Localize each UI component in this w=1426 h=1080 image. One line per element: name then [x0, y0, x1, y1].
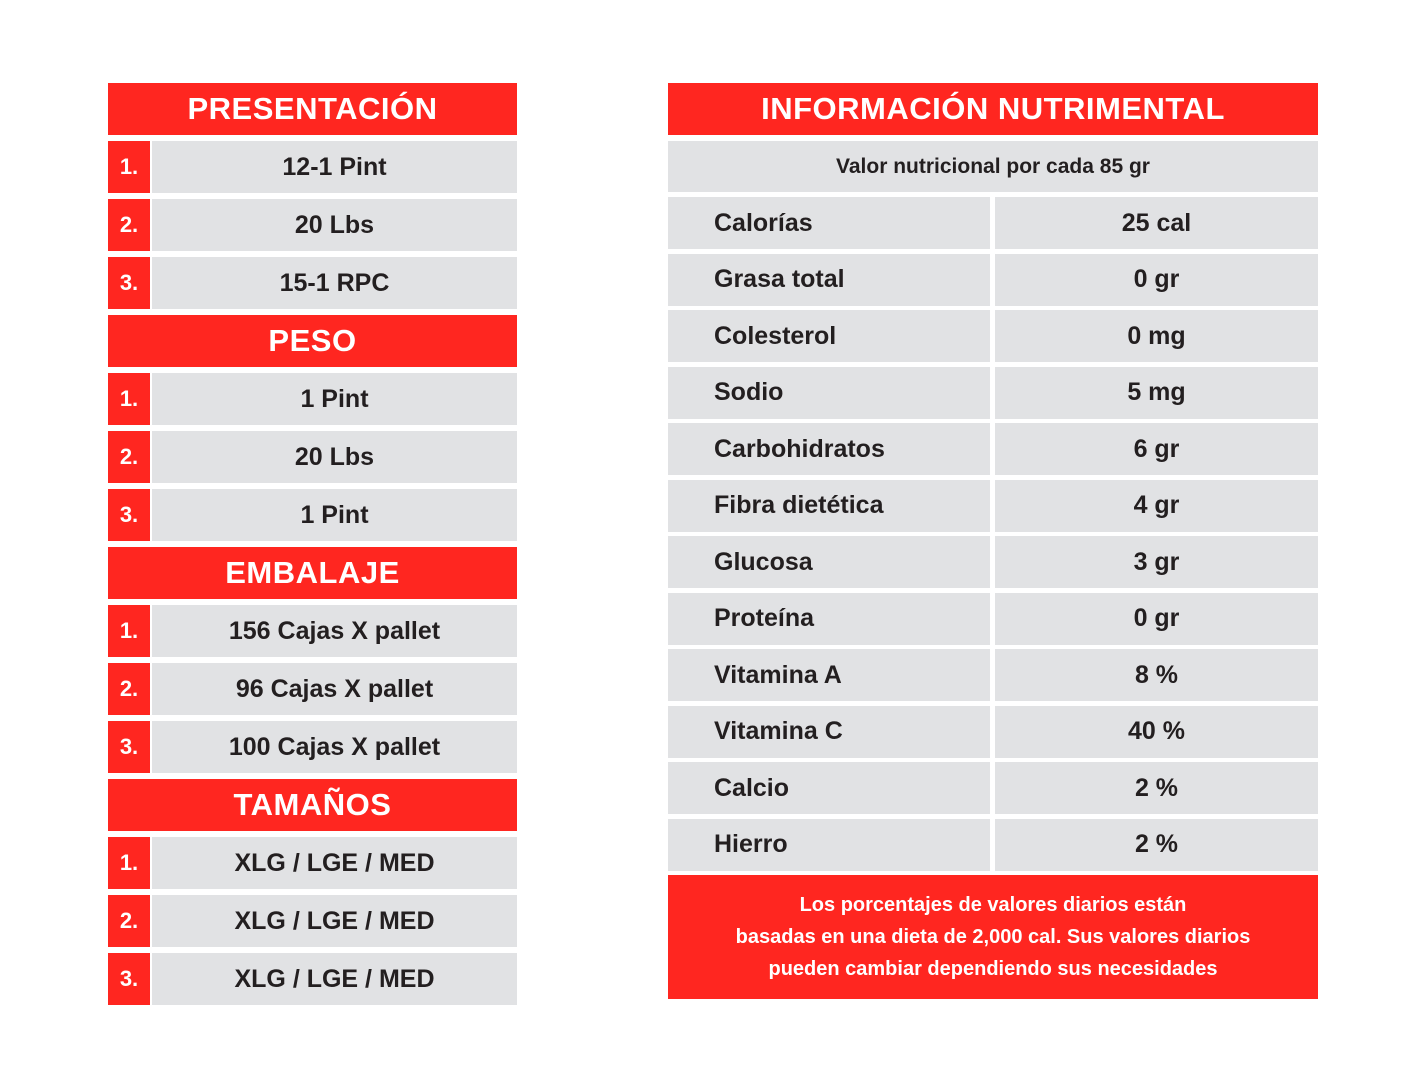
list-item — [108, 953, 517, 1005]
nutrient-name: Carbohidratos — [668, 423, 990, 475]
nutrient-value: 5 mg — [995, 367, 1318, 419]
list-item — [108, 721, 517, 773]
item-value: 15-1 RPC — [152, 257, 517, 309]
nutrient-value: 3 gr — [995, 536, 1318, 588]
item-number: 1. — [108, 605, 150, 657]
item-number: 1. — [108, 837, 150, 889]
section-title: PESO — [108, 315, 517, 367]
item-value: 1 Pint — [152, 373, 517, 425]
item-value: XLG / LGE / MED — [152, 953, 517, 1005]
list-item — [108, 605, 517, 657]
table-row — [668, 310, 1318, 362]
nutrient-name: Grasa total — [668, 254, 990, 306]
table-row — [668, 254, 1318, 306]
nutrient-value: 25 cal — [995, 197, 1318, 249]
item-value: 20 Lbs — [152, 431, 517, 483]
list-item — [108, 895, 517, 947]
nutrient-name: Glucosa — [668, 536, 990, 588]
nutrient-value: 0 gr — [995, 593, 1318, 645]
nutrient-name: Fibra dietética — [668, 480, 990, 532]
item-value: 156 Cajas X pallet — [152, 605, 517, 657]
nutrient-name: Colesterol — [668, 310, 990, 362]
footnote-line: Los porcentajes de valores diarios están — [799, 894, 1187, 916]
table-row — [668, 706, 1318, 758]
table-row — [668, 762, 1318, 814]
table-row — [668, 593, 1318, 645]
item-number: 2. — [108, 663, 150, 715]
section-title: EMBALAJE — [108, 547, 517, 599]
item-value: XLG / LGE / MED — [152, 837, 517, 889]
item-number: 3. — [108, 953, 150, 1005]
list-item — [108, 257, 517, 309]
list-item — [108, 199, 517, 251]
nutrient-name: Proteína — [668, 593, 990, 645]
section-peso — [108, 315, 517, 541]
section-title: TAMAÑOS — [108, 779, 517, 831]
section-presentacion — [108, 83, 517, 309]
nutrient-value: 40 % — [995, 706, 1318, 758]
nutrient-value: 0 gr — [995, 254, 1318, 306]
nutrient-value: 8 % — [995, 649, 1318, 701]
item-number: 3. — [108, 489, 150, 541]
list-item — [108, 489, 517, 541]
nutrient-value: 0 mg — [995, 310, 1318, 362]
list-item — [108, 141, 517, 193]
nutrient-name: Sodio — [668, 367, 990, 419]
item-value: 96 Cajas X pallet — [152, 663, 517, 715]
table-row — [668, 197, 1318, 249]
table-row — [668, 423, 1318, 475]
footnote-line: basadas en una dieta de 2,000 cal. Sus valores diarios — [735, 926, 1251, 948]
list-item — [108, 663, 517, 715]
item-number: 3. — [108, 257, 150, 309]
table-row — [668, 480, 1318, 532]
nutrition-title: INFORMACIÓN NUTRIMENTAL — [668, 83, 1318, 135]
nutrient-value: 4 gr — [995, 480, 1318, 532]
item-value: 20 Lbs — [152, 199, 517, 251]
item-number: 2. — [108, 895, 150, 947]
serving-size: Valor nutricional por cada 85 gr — [668, 141, 1318, 192]
nutrient-name: Calorías — [668, 197, 990, 249]
section-tamanos — [108, 779, 517, 1005]
table-row — [668, 649, 1318, 701]
item-value: 100 Cajas X pallet — [152, 721, 517, 773]
nutrient-name: Vitamina C — [668, 706, 990, 758]
list-item — [108, 373, 517, 425]
nutrition-panel — [668, 83, 1318, 999]
table-row — [668, 367, 1318, 419]
nutrient-name: Vitamina A — [668, 649, 990, 701]
nutrient-name: Hierro — [668, 819, 990, 871]
item-value: XLG / LGE / MED — [152, 895, 517, 947]
item-value: 1 Pint — [152, 489, 517, 541]
footnote-line: pueden cambiar dependiendo sus necesidades — [768, 958, 1218, 980]
item-number: 2. — [108, 199, 150, 251]
list-item — [108, 431, 517, 483]
daily-value-footnote — [668, 875, 1318, 999]
section-embalaje — [108, 547, 517, 773]
item-number: 1. — [108, 141, 150, 193]
item-value: 12-1 Pint — [152, 141, 517, 193]
nutrient-value: 6 gr — [995, 423, 1318, 475]
section-title: PRESENTACIÓN — [108, 83, 517, 135]
nutrient-value: 2 % — [995, 762, 1318, 814]
nutrient-value: 2 % — [995, 819, 1318, 871]
item-number: 1. — [108, 373, 150, 425]
product-specs-panel — [108, 83, 517, 1005]
table-row — [668, 819, 1318, 871]
list-item — [108, 837, 517, 889]
item-number: 3. — [108, 721, 150, 773]
item-number: 2. — [108, 431, 150, 483]
table-row — [668, 536, 1318, 588]
nutrient-name: Calcio — [668, 762, 990, 814]
